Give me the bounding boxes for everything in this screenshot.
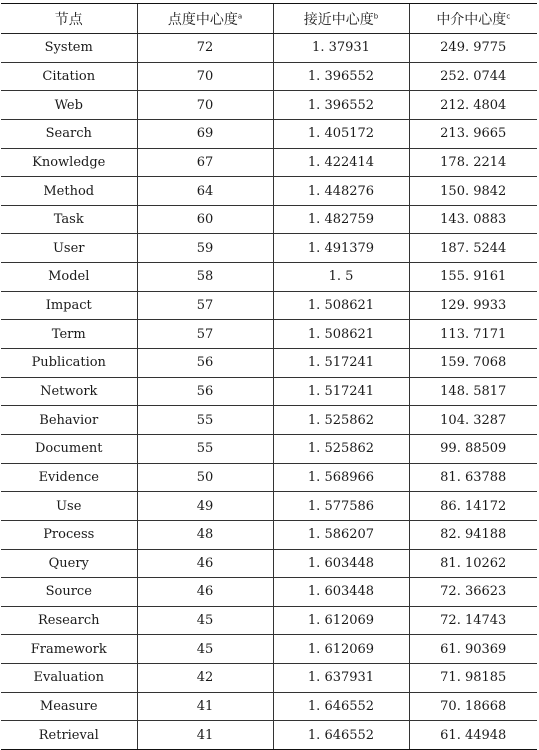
header-closeness-centrality: [273, 4, 409, 34]
cell-closeness-centrality: 1. 646552: [273, 721, 409, 750]
cell-node: Behavior: [1, 406, 137, 435]
cell-betweenness-centrality: 212. 4804: [409, 91, 537, 120]
cell-node: User: [1, 234, 137, 263]
cell-betweenness-centrality: 86. 14172: [409, 492, 537, 521]
cell-closeness-centrality: 1. 422414: [273, 148, 409, 177]
cell-node: Evaluation: [1, 664, 137, 693]
table-row: [1, 263, 537, 292]
cell-betweenness-centrality: 61. 90369: [409, 635, 537, 664]
cell-closeness-centrality: 1. 612069: [273, 606, 409, 635]
cell-degree-centrality: 60: [137, 205, 273, 234]
cell-node: Retrieval: [1, 721, 137, 750]
cell-node: Impact: [1, 291, 137, 320]
table-row: [1, 606, 537, 635]
cell-node: Knowledge: [1, 148, 137, 177]
cell-betweenness-centrality: 81. 10262: [409, 549, 537, 578]
cell-node: Publication: [1, 349, 137, 378]
table-row: [1, 34, 537, 63]
cell-degree-centrality: 55: [137, 406, 273, 435]
cell-betweenness-centrality: 252. 0744: [409, 62, 537, 91]
cell-closeness-centrality: 1. 568966: [273, 463, 409, 492]
cell-closeness-centrality: 1. 396552: [273, 91, 409, 120]
header-betweenness-label: 中介中心度: [436, 11, 507, 28]
cell-closeness-centrality: 1. 5: [273, 263, 409, 292]
cell-closeness-centrality: 1. 482759: [273, 205, 409, 234]
cell-betweenness-centrality: 178. 2214: [409, 148, 537, 177]
cell-degree-centrality: 56: [137, 377, 273, 406]
cell-closeness-centrality: 1. 508621: [273, 291, 409, 320]
cell-betweenness-centrality: 213. 9665: [409, 119, 537, 148]
cell-node: Term: [1, 320, 137, 349]
table-row: [1, 721, 537, 750]
cell-betweenness-centrality: 72. 36623: [409, 578, 537, 607]
cell-degree-centrality: 70: [137, 62, 273, 91]
cell-closeness-centrality: 1. 448276: [273, 177, 409, 206]
cell-node: Citation: [1, 62, 137, 91]
table-row: [1, 349, 537, 378]
cell-closeness-centrality: 1. 603448: [273, 578, 409, 607]
table-row: [1, 463, 537, 492]
cell-closeness-centrality: 1. 517241: [273, 377, 409, 406]
table-row: [1, 377, 537, 406]
cell-closeness-centrality: 1. 37931: [273, 34, 409, 63]
cell-betweenness-centrality: 187. 5244: [409, 234, 537, 263]
cell-closeness-centrality: 1. 525862: [273, 406, 409, 435]
table-row: [1, 320, 537, 349]
header-closeness-label: 接近中心度: [303, 11, 374, 28]
table-row: [1, 148, 537, 177]
cell-node: Process: [1, 520, 137, 549]
cell-closeness-centrality: 1. 517241: [273, 349, 409, 378]
header-degree-note: a: [237, 11, 243, 20]
table-row: [1, 578, 537, 607]
table-row: [1, 692, 537, 721]
header-node: [1, 4, 137, 34]
table-header: [1, 4, 537, 34]
table-row: [1, 291, 537, 320]
cell-betweenness-centrality: 72. 14743: [409, 606, 537, 635]
cell-node: Search: [1, 119, 137, 148]
cell-betweenness-centrality: 150. 9842: [409, 177, 537, 206]
table-row: [1, 205, 537, 234]
cell-node: Framework: [1, 635, 137, 664]
cell-degree-centrality: 72: [137, 34, 273, 63]
table-row: [1, 520, 537, 549]
cell-betweenness-centrality: 143. 0883: [409, 205, 537, 234]
table-row: [1, 119, 537, 148]
cell-degree-centrality: 45: [137, 606, 273, 635]
table-row: [1, 664, 537, 693]
cell-betweenness-centrality: 249. 9775: [409, 34, 537, 63]
cell-degree-centrality: 55: [137, 434, 273, 463]
header-degree-label: 点度中心度: [167, 11, 238, 28]
cell-betweenness-centrality: 148. 5817: [409, 377, 537, 406]
cell-closeness-centrality: 1. 491379: [273, 234, 409, 263]
cell-degree-centrality: 45: [137, 635, 273, 664]
cell-closeness-centrality: 1. 603448: [273, 549, 409, 578]
cell-betweenness-centrality: 70. 18668: [409, 692, 537, 721]
cell-node: Document: [1, 434, 137, 463]
cell-closeness-centrality: 1. 612069: [273, 635, 409, 664]
cell-degree-centrality: 41: [137, 721, 273, 750]
header-node-label: 节点: [54, 11, 83, 28]
cell-node: Query: [1, 549, 137, 578]
table-row: [1, 234, 537, 263]
table-row: [1, 62, 537, 91]
cell-closeness-centrality: 1. 637931: [273, 664, 409, 693]
cell-betweenness-centrality: 82. 94188: [409, 520, 537, 549]
cell-node: System: [1, 34, 137, 63]
cell-betweenness-centrality: 129. 9933: [409, 291, 537, 320]
cell-betweenness-centrality: 71. 98185: [409, 664, 537, 693]
cell-node: Use: [1, 492, 137, 521]
table-row: [1, 91, 537, 120]
table-row: [1, 177, 537, 206]
cell-node: Evidence: [1, 463, 137, 492]
cell-degree-centrality: 49: [137, 492, 273, 521]
cell-node: Model: [1, 263, 137, 292]
header-degree-centrality: [137, 4, 273, 34]
cell-betweenness-centrality: 155. 9161: [409, 263, 537, 292]
cell-betweenness-centrality: 99. 88509: [409, 434, 537, 463]
header-row: [1, 4, 537, 34]
cell-degree-centrality: 59: [137, 234, 273, 263]
cell-closeness-centrality: 1. 396552: [273, 62, 409, 91]
cell-closeness-centrality: 1. 525862: [273, 434, 409, 463]
cell-degree-centrality: 46: [137, 578, 273, 607]
header-betweenness-note: c: [506, 11, 511, 20]
cell-degree-centrality: 57: [137, 320, 273, 349]
cell-node: Web: [1, 91, 137, 120]
cell-closeness-centrality: 1. 508621: [273, 320, 409, 349]
cell-betweenness-centrality: 104. 3287: [409, 406, 537, 435]
table-row: [1, 635, 537, 664]
table-body: [1, 34, 537, 750]
table-row: [1, 434, 537, 463]
cell-degree-centrality: 64: [137, 177, 273, 206]
cell-node: Network: [1, 377, 137, 406]
cell-betweenness-centrality: 113. 7171: [409, 320, 537, 349]
cell-degree-centrality: 58: [137, 263, 273, 292]
cell-degree-centrality: 50: [137, 463, 273, 492]
table-row: [1, 406, 537, 435]
cell-node: Method: [1, 177, 137, 206]
cell-degree-centrality: 42: [137, 664, 273, 693]
cell-degree-centrality: 46: [137, 549, 273, 578]
cell-degree-centrality: 69: [137, 119, 273, 148]
cell-betweenness-centrality: 61. 44948: [409, 721, 537, 750]
cell-degree-centrality: 57: [137, 291, 273, 320]
cell-node: Task: [1, 205, 137, 234]
cell-degree-centrality: 41: [137, 692, 273, 721]
header-betweenness-centrality: [409, 4, 537, 34]
cell-degree-centrality: 70: [137, 91, 273, 120]
cell-closeness-centrality: 1. 646552: [273, 692, 409, 721]
cell-node: Research: [1, 606, 137, 635]
cell-betweenness-centrality: 159. 7068: [409, 349, 537, 378]
cell-closeness-centrality: 1. 586207: [273, 520, 409, 549]
cell-degree-centrality: 67: [137, 148, 273, 177]
cell-closeness-centrality: 1. 405172: [273, 119, 409, 148]
table-row: [1, 549, 537, 578]
header-closeness-note: b: [373, 11, 379, 20]
cell-node: Source: [1, 578, 137, 607]
centrality-table: [1, 3, 537, 750]
cell-closeness-centrality: 1. 577586: [273, 492, 409, 521]
table-row: [1, 492, 537, 521]
cell-degree-centrality: 56: [137, 349, 273, 378]
cell-betweenness-centrality: 81. 63788: [409, 463, 537, 492]
cell-node: Measure: [1, 692, 137, 721]
cell-degree-centrality: 48: [137, 520, 273, 549]
